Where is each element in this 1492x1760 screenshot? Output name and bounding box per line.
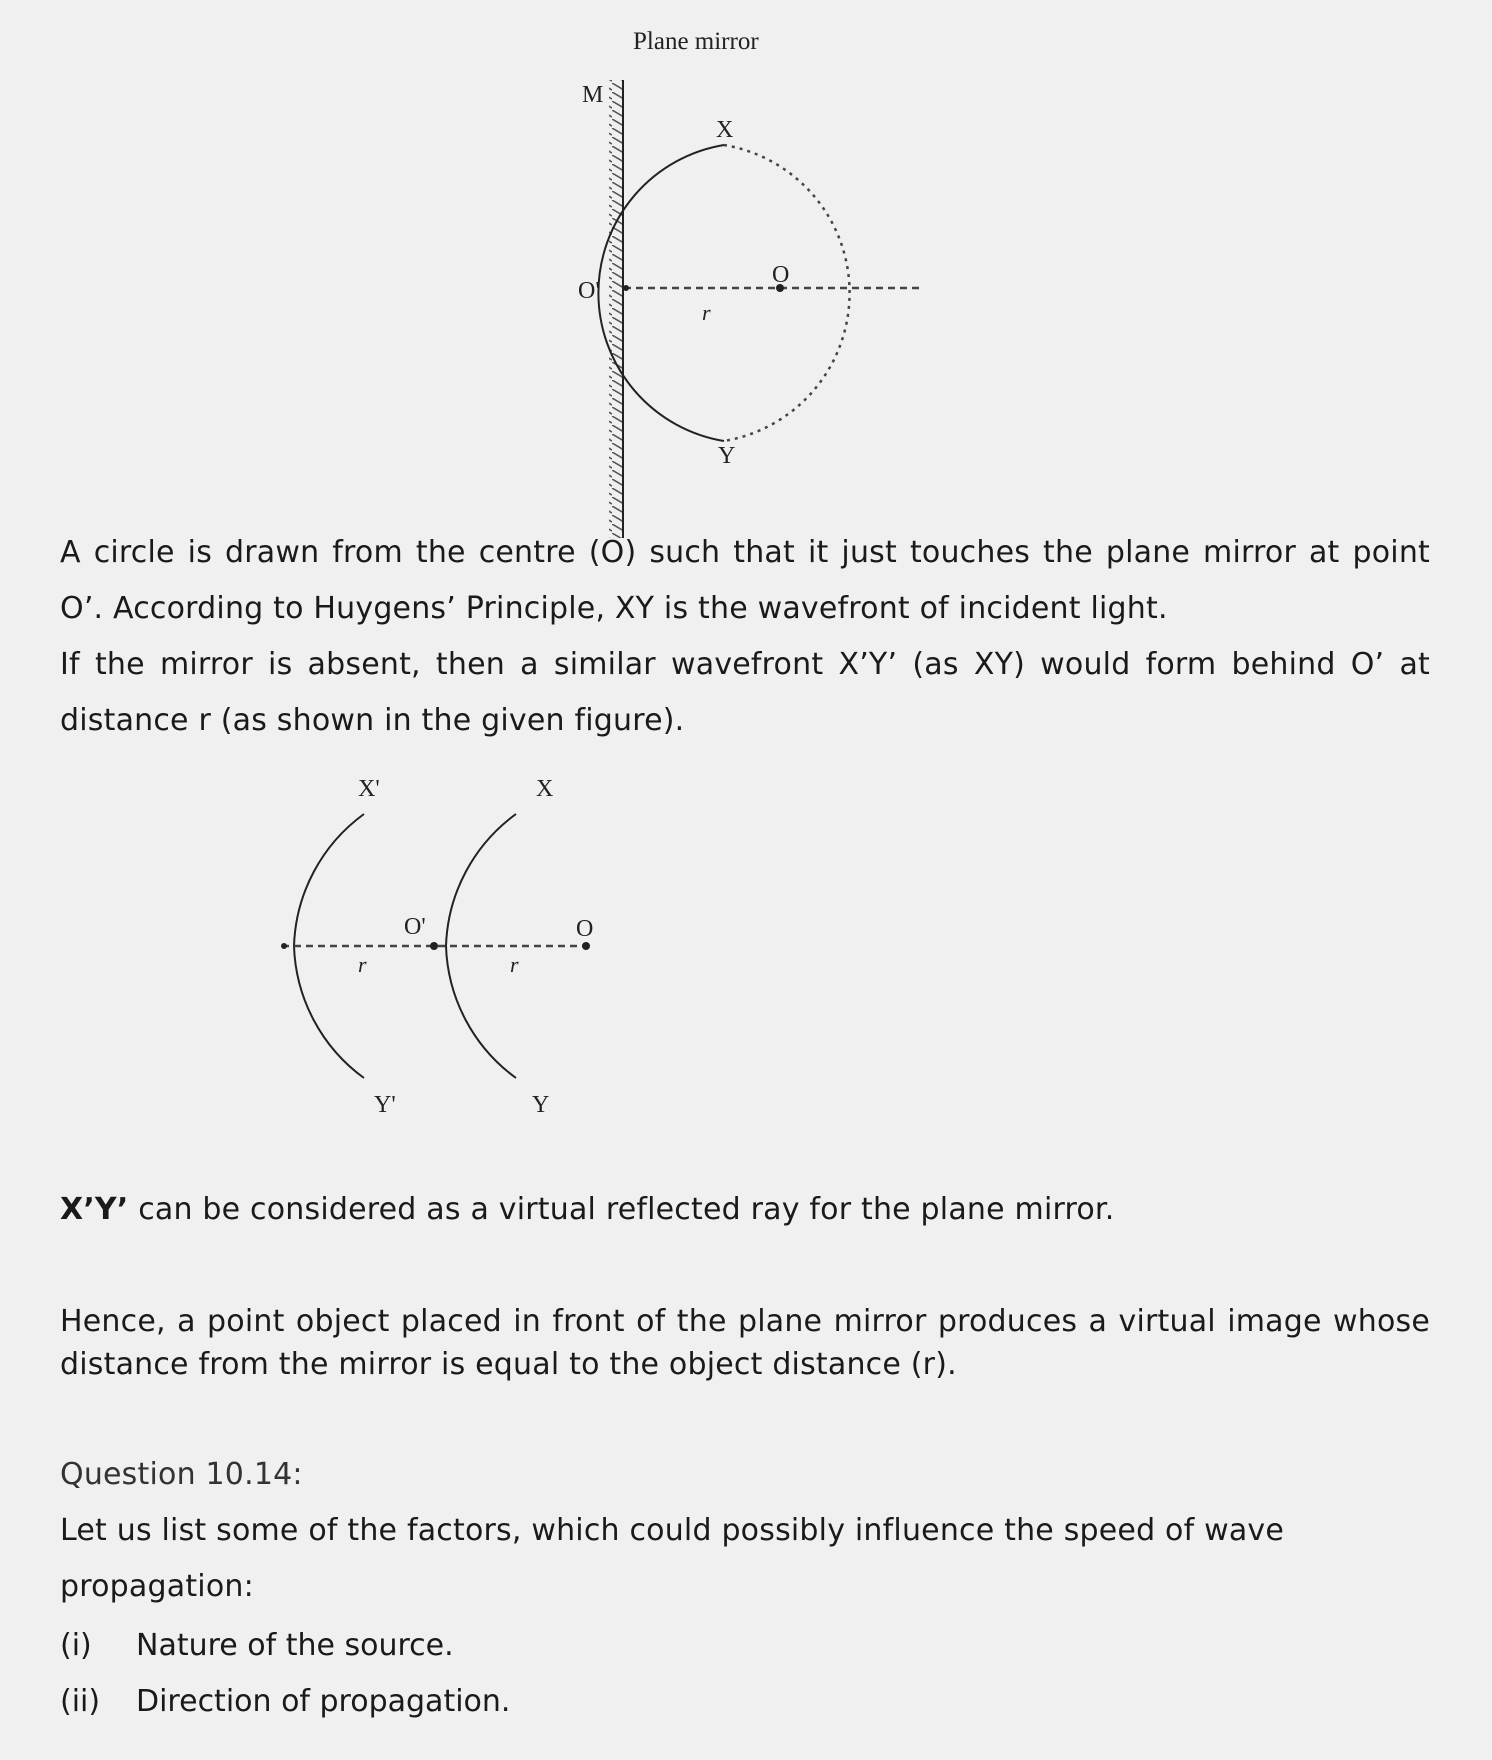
label-y-prime: Y' [374, 1092, 396, 1118]
paragraph-mirror-absent-cont [60, 693, 1430, 749]
para1-line2: O’. According to Huygens’ Principle, XY is the wavefront of incident light. [60, 591, 1168, 626]
wavefront-comparison-figure [270, 760, 630, 1130]
plane-mirror-figure [540, 20, 980, 530]
label-x: X [536, 776, 554, 802]
list-item [60, 1626, 454, 1666]
label-o: O [576, 916, 594, 942]
paragraph-virtual-reflected [60, 1182, 1430, 1238]
mirror-hatching [609, 80, 623, 538]
paragraph-conclusion-cont [60, 1343, 1430, 1386]
label-r-left: r [358, 952, 367, 977]
dotted-circle-part [724, 145, 850, 441]
para2-line2: distance r (as shown in the given figure). [60, 703, 685, 738]
para3-text: can be considered as a virtual reflected ray for the plane mirror. [128, 1192, 1115, 1227]
paragraph-mirror-absent [60, 637, 1430, 693]
para4-line1: Hence, a point object placed in front of the plane mirror produces a virtual image whose [60, 1304, 1430, 1339]
label-o-prime: O' [578, 278, 600, 304]
question-line2: propagation: [60, 1569, 254, 1604]
para4-line2: distance from the mirror is equal to the object distance (r). [60, 1347, 957, 1382]
question-line1: Let us list some of the factors, which could possibly influence the speed of wave [60, 1513, 1285, 1548]
point-o-prime [623, 285, 629, 291]
list-item [60, 1682, 510, 1722]
label-x: X [716, 117, 734, 143]
paragraph-circle-description [60, 525, 1430, 581]
list-item-number: (ii) [60, 1684, 101, 1719]
para1-line1: A circle is drawn from the centre (O) such that it just touches the plane mirror at point [60, 535, 1430, 570]
label-m: M [582, 82, 604, 108]
point-image [281, 943, 287, 949]
label-x-prime: X' [358, 776, 380, 802]
paragraph-circle-description-cont [60, 581, 1430, 637]
label-o: O [772, 262, 790, 288]
question-heading: Question 10.14: [60, 1457, 303, 1492]
point-o [582, 942, 590, 950]
wavefront-x-prime-y-prime [294, 814, 364, 1078]
paragraph-conclusion [60, 1300, 1430, 1343]
label-o-prime: O' [404, 914, 426, 940]
mirror-title: Plane mirror [633, 28, 759, 55]
label-r: r [702, 300, 711, 325]
xy-prime-symbol: X’Y’ [60, 1192, 129, 1227]
list-item-number: (i) [60, 1628, 92, 1663]
point-o-prime [430, 942, 438, 950]
para2-line1: If the mirror is absent, then a similar wavefront X’Y’ (as XY) would form behind O’ at [60, 647, 1430, 682]
label-r-right: r [510, 952, 519, 977]
list-item-text: Nature of the source. [136, 1628, 454, 1663]
label-y: Y [718, 443, 736, 469]
label-y: Y [532, 1092, 550, 1118]
list-item-text: Direction of propagation. [136, 1684, 511, 1719]
